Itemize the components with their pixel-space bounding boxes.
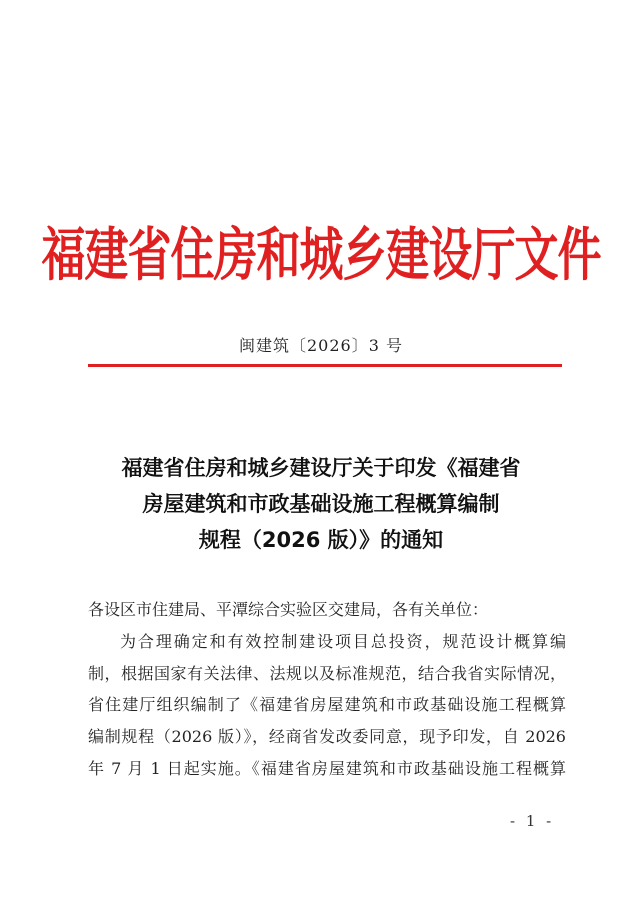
salutation-line: 各设区市住建局、平潭综合实验区交建局，各有关单位： (88, 600, 489, 619)
body-line: 为合理确定和有效控制建设项目总投资，规范设计概算编 (120, 631, 566, 651)
issuing-authority-header: 福建省住房和城乡建设厅文件 (41, 222, 601, 289)
notice-title-line: 福建省住房和城乡建设厅关于印发《福建省 (121, 456, 521, 480)
notice-title-line: 规程（2026 版）》的通知 (198, 528, 444, 552)
document-number: 闽建筑〔2026〕3 号 (239, 336, 403, 355)
notice-title (60, 450, 582, 558)
body-line: 编制规程（2026 版）》，经商省发改委同意，现予印发，自 2026 (88, 727, 566, 747)
notice-title-line: 房屋建筑和市政基础设施工程概算编制 (142, 492, 500, 516)
notice-body (88, 594, 566, 785)
body-line: 年 7 月 1 日起实施。《福建省房屋建筑和市政基础设施工程概算 (88, 758, 566, 778)
body-line: 制，根据国家有关法律、法规以及标准规范，结合我省实际情况， (88, 663, 566, 683)
page-number: - 1 - (510, 812, 555, 830)
red-separator-line (88, 364, 562, 367)
body-line: 省住建厅组织编制了《福建省房屋建筑和市政基础设施工程概算 (88, 695, 566, 715)
